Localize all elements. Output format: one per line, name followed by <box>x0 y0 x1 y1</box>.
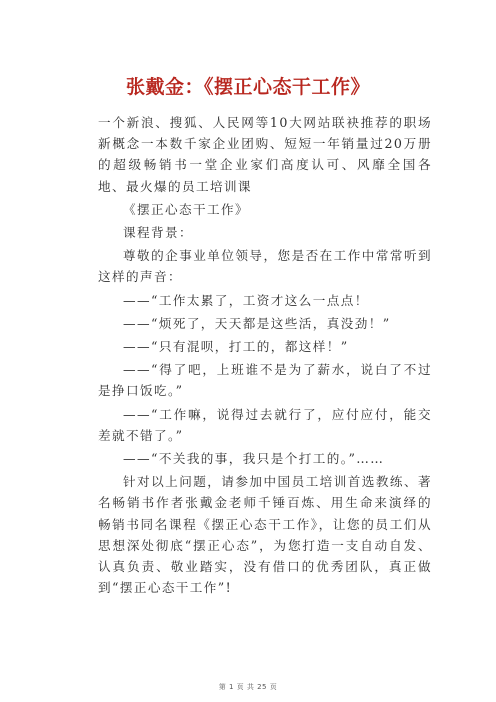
question-paragraph: 尊敬的企事业单位领导，您是否在工作中常常听到这样的声音： <box>98 248 432 285</box>
quote-line: ——“工作太累了，工资才这么一点点！ <box>123 292 369 308</box>
intro-paragraph: 一个新浪、搜狐、人民网等10大网站联袂推荐的职场新概念一本数千家企业团购、短短一年销量过20万册的超级畅销书一堂企业家们高度认可、风靡全国各地、最火爆的员工培训课 <box>98 115 432 194</box>
quote-line: ——“只有混呗，打工的，都这样！” <box>123 339 349 355</box>
document-body <box>98 112 432 600</box>
conclusion-paragraph: 针对以上问题，请参加中国员工培训首选教练、著名畅销书作者张戴金老师千锤百炼、用生命来演绎的畅销书同名课程《摆正心态干工作》，让您的员工们从思想深处彻底“摆正心态”，为您打造一支自动自发、认真负责、敬业踏实，没有借口的优秀团队，真正做到“摆正心态干工作”! <box>98 474 432 596</box>
quote-line: ——“工作嘛，说得过去就行了，应付应付，能交差就不错了。” <box>98 406 432 443</box>
document-title: 张戴金：《摆正心态干工作》 <box>125 76 370 98</box>
quote-line: ——“不关我的事，我只是个打工的。”…… <box>123 451 385 467</box>
page-number-footer: 第 1 页 共 25 页 <box>218 683 278 691</box>
course-background-heading: 课程背景： <box>123 225 193 241</box>
course-title-paragraph: 《摆正心态干工作》 <box>123 201 249 217</box>
quote-line: ——“得了吧，上班谁不是为了薪水，说白了不过是挣口饭吃。” <box>98 362 432 399</box>
quote-line: ——“烦死了，天天都是这些活，真没劲！” <box>123 315 391 331</box>
